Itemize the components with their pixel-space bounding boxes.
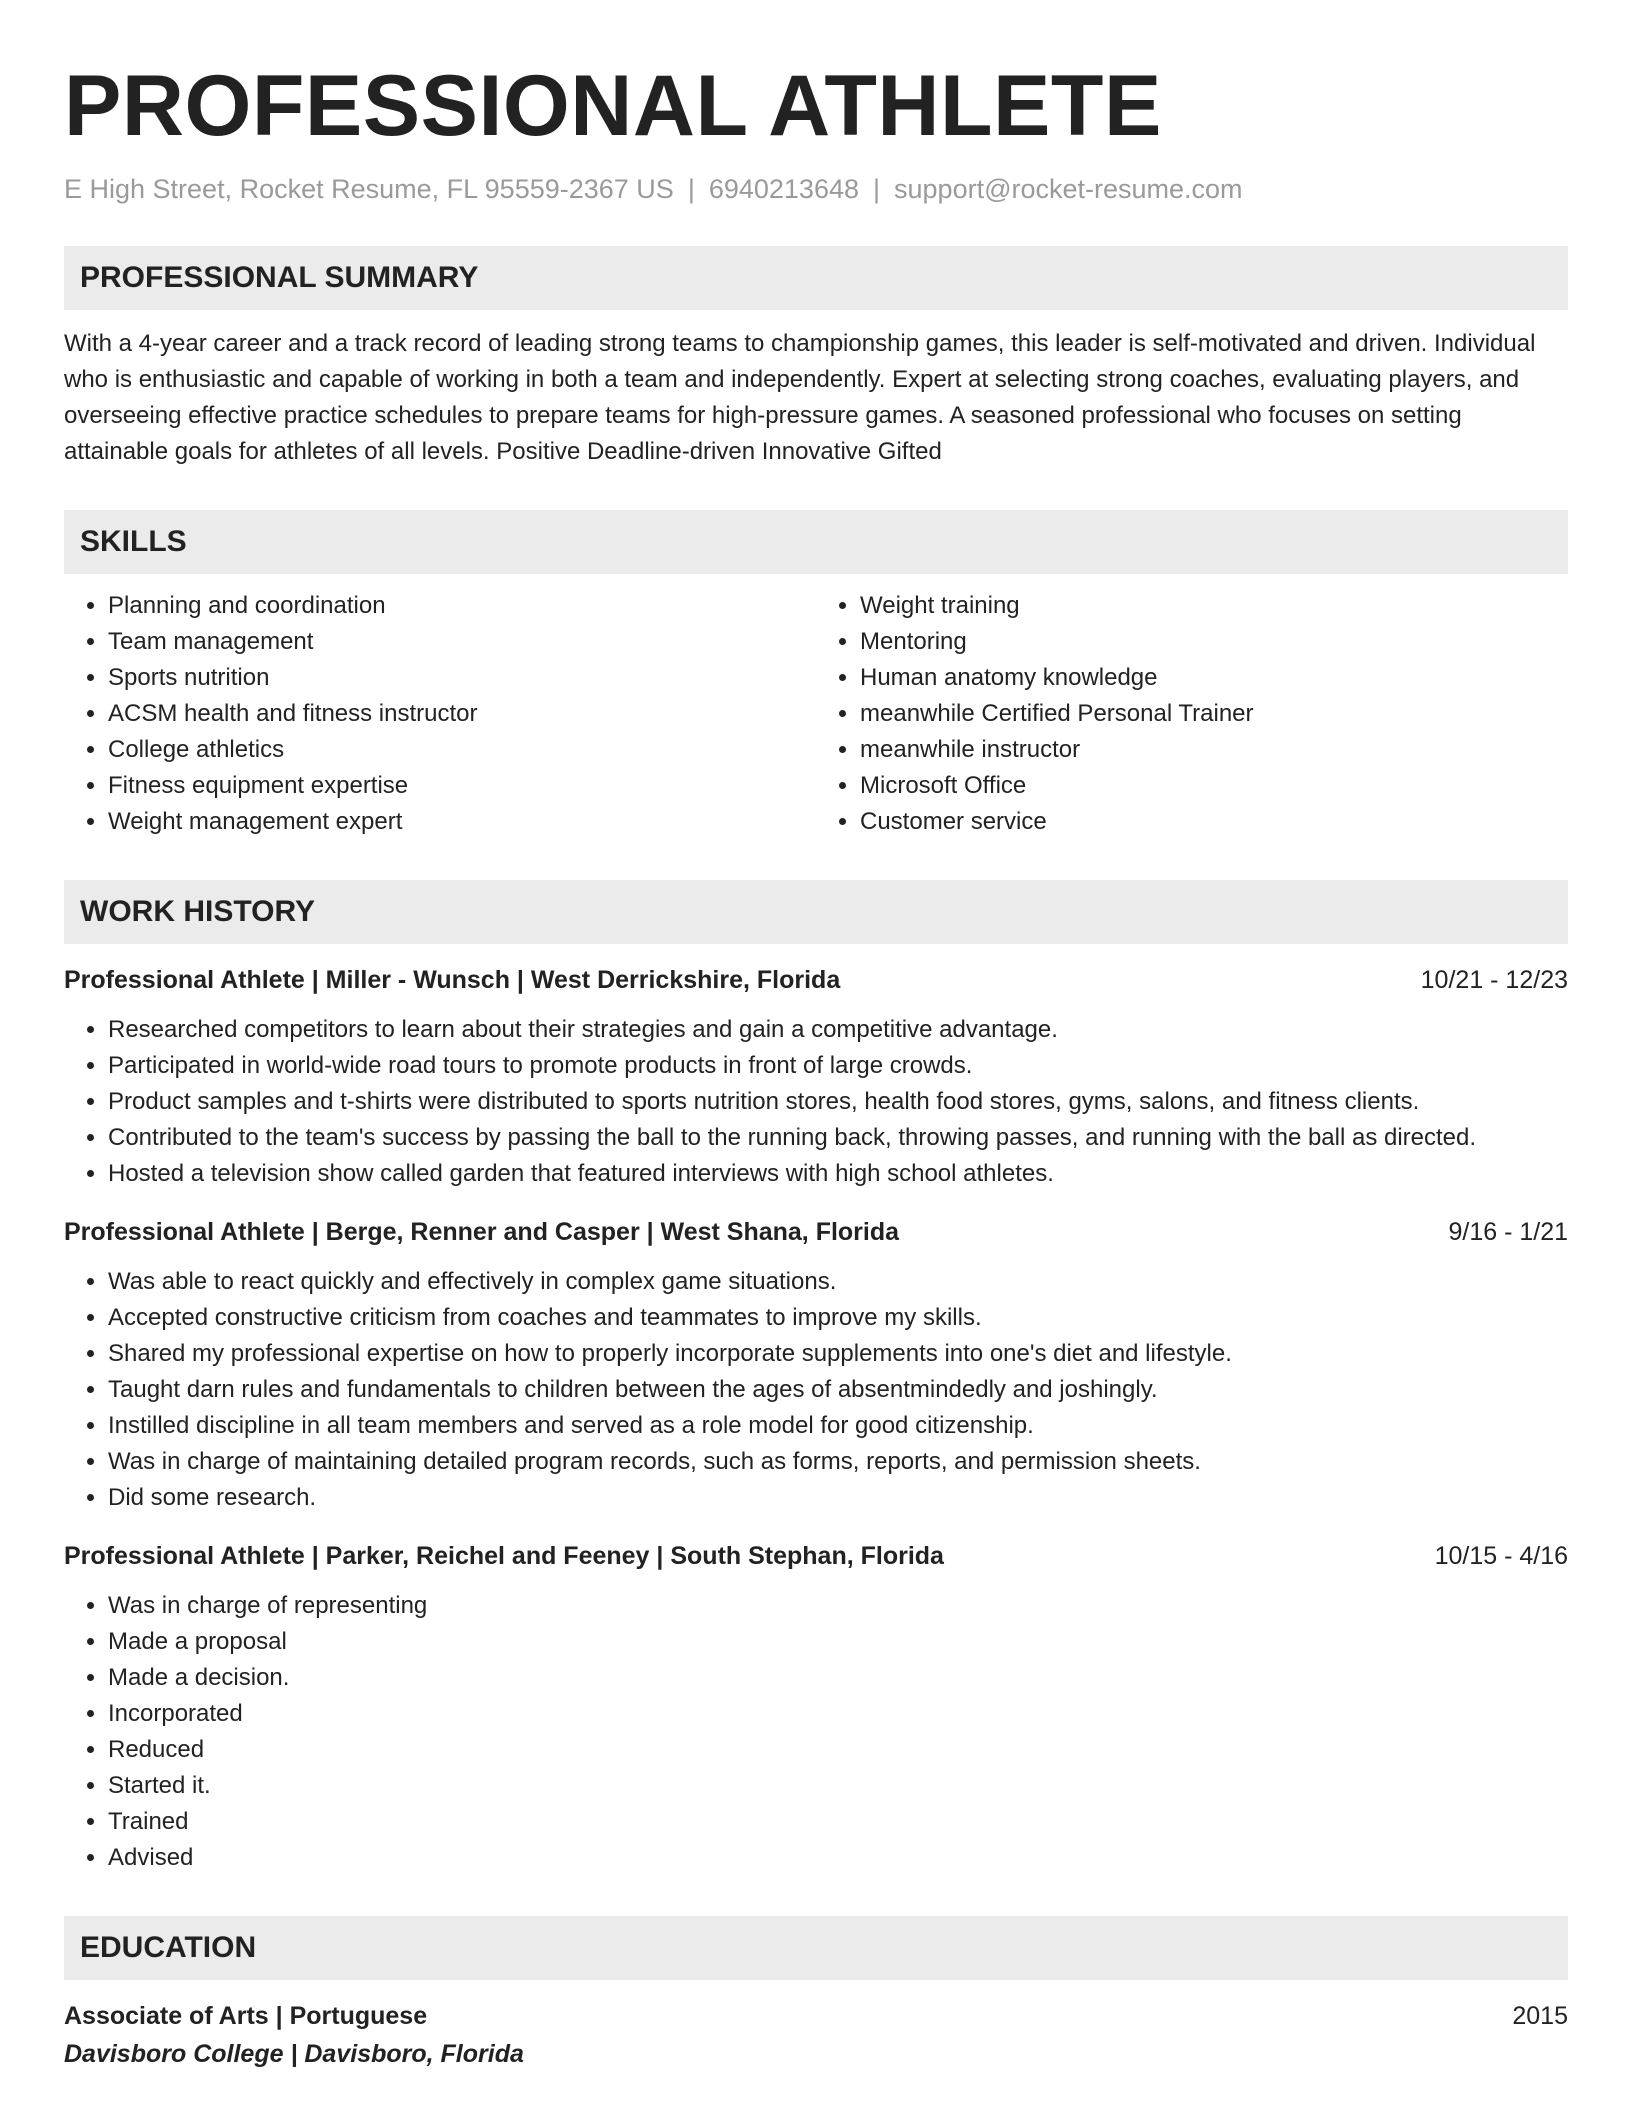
job-bullet: • Did some research. xyxy=(108,1480,1568,1516)
skill-item: • Mentoring xyxy=(860,624,1568,660)
summary-text: With a 4-year career and a track record of leading strong teams to championship games, this leader is self-motivated and driven. Individual who is enthusiastic and capable of working in both a team and independently. Expert at selecting strong coaches, evaluating players, and overseeing effective practice schedules to prepare teams for high-pressure games. A seasoned professional who focuses on setting attainable goals for athletes of all levels. Positive Deadline-driven Innovative Gifted xyxy=(64,330,1536,465)
job-bullet: • Advised xyxy=(108,1840,1568,1876)
job-bullet: • Reduced xyxy=(108,1732,1568,1768)
job-entry xyxy=(64,1214,1568,1516)
skill-item: • Team management xyxy=(108,624,816,660)
skill-item: • Weight training xyxy=(860,588,1568,624)
contact-separator: | xyxy=(687,174,695,204)
job-bullet: • Trained xyxy=(108,1804,1568,1840)
job-bullet-list xyxy=(64,1588,1568,1876)
job-title: Professional Athlete | Berge, Renner and Casper | West Shana, Florida xyxy=(64,1218,900,1246)
skill-item: • Fitness equipment expertise xyxy=(108,768,816,804)
skill-item: • Sports nutrition xyxy=(108,660,816,696)
contact-line xyxy=(64,172,1568,206)
job-dates: 9/16 - 1/21 xyxy=(1448,1218,1568,1246)
job-bullet-list xyxy=(64,1264,1568,1516)
job-bullet: • Was in charge of representing xyxy=(108,1588,1568,1624)
job-bullet: • Researched competitors to learn about their strategies and gain a competitive advantage. xyxy=(108,1012,1568,1048)
education-degree: Associate of Arts | Portuguese xyxy=(64,2002,428,2030)
job-entry xyxy=(64,1538,1568,1876)
job-bullet: • Started it. xyxy=(108,1768,1568,1804)
job-bullet: • Made a decision. xyxy=(108,1660,1568,1696)
job-bullet: • Participated in world-wide road tours to promote products in front of large crowds. xyxy=(108,1048,1568,1084)
job-bullet: • Hosted a television show called garden that featured interviews with high school athletes. xyxy=(108,1156,1568,1192)
job-header xyxy=(64,1214,1568,1250)
section-header-work: WORK HISTORY xyxy=(64,880,1568,944)
skills-list xyxy=(64,588,1568,840)
section-header-summary: PROFESSIONAL SUMMARY xyxy=(64,246,1568,310)
job-bullet: • Made a proposal xyxy=(108,1624,1568,1660)
job-title: Professional Athlete | Miller - Wunsch | West Derrickshire, Florida xyxy=(64,966,841,994)
job-header xyxy=(64,962,1568,998)
job-bullet: • Accepted constructive criticism from coaches and teammates to improve my skills. xyxy=(108,1300,1568,1336)
job-header xyxy=(64,1538,1568,1574)
skill-item: • Customer service xyxy=(860,804,1568,840)
skill-item: • meanwhile Certified Personal Trainer xyxy=(860,696,1568,732)
job-bullet: • Shared my professional expertise on how to properly incorporate supplements into one's diet and lifestyle. xyxy=(108,1336,1568,1372)
contact-email[interactable]: support@rocket-resume.com xyxy=(894,174,1243,204)
job-dates: 10/21 - 12/23 xyxy=(1420,966,1568,994)
skills-column-right xyxy=(816,588,1568,840)
skill-item: • Planning and coordination xyxy=(108,588,816,624)
skill-item: • Microsoft Office xyxy=(860,768,1568,804)
job-bullet: • Taught darn rules and fundamentals to children between the ages of absentmindedly and joshingly. xyxy=(108,1372,1568,1408)
job-bullet: • Instilled discipline in all team members and served as a role model for good citizenship. xyxy=(108,1408,1568,1444)
job-bullet: • Was able to react quickly and effectively in complex game situations. xyxy=(108,1264,1568,1300)
job-bullets xyxy=(64,1012,1568,1192)
skill-item: • Human anatomy knowledge xyxy=(860,660,1568,696)
section-header-skills: SKILLS xyxy=(64,510,1568,574)
job-bullet: • Incorporated xyxy=(108,1696,1568,1732)
job-title: Professional Athlete | Parker, Reichel and Feeney | South Stephan, Florida xyxy=(64,1542,944,1570)
contact-separator: | xyxy=(873,174,881,204)
job-bullet: • Product samples and t-shirts were distributed to sports nutrition stores, health food stores, gyms, salons, and fitness clients. xyxy=(108,1084,1568,1120)
education-year: 2015 xyxy=(1512,2002,1568,2030)
resume-name: PROFESSIONAL ATHLETE xyxy=(64,58,1162,154)
skill-item: • College athletics xyxy=(108,732,816,768)
skill-item: • ACSM health and fitness instructor xyxy=(108,696,816,732)
job-entry xyxy=(64,962,1568,1192)
job-bullets xyxy=(64,1264,1568,1516)
skills-column-left xyxy=(64,588,816,840)
contact-phone: 6940213648 xyxy=(708,174,859,204)
contact-address: E High Street, Rocket Resume, FL 95559-2367 US xyxy=(64,174,674,204)
job-dates: 10/15 - 4/16 xyxy=(1434,1542,1568,1570)
section-header-education: EDUCATION xyxy=(64,1916,1568,1980)
education-header xyxy=(64,1998,1568,2034)
job-bullets xyxy=(64,1588,1568,1876)
skill-item: • meanwhile instructor xyxy=(860,732,1568,768)
job-bullet: • Contributed to the team's success by passing the ball to the running back, throwing passes, and running with the ball as directed. xyxy=(108,1120,1568,1156)
job-bullet: • Was in charge of maintaining detailed program records, such as forms, reports, and permission sheets. xyxy=(108,1444,1568,1480)
education-school: Davisboro College | Davisboro, Florida xyxy=(64,2040,524,2068)
job-bullet-list xyxy=(64,1012,1568,1192)
skill-item: • Weight management expert xyxy=(108,804,816,840)
